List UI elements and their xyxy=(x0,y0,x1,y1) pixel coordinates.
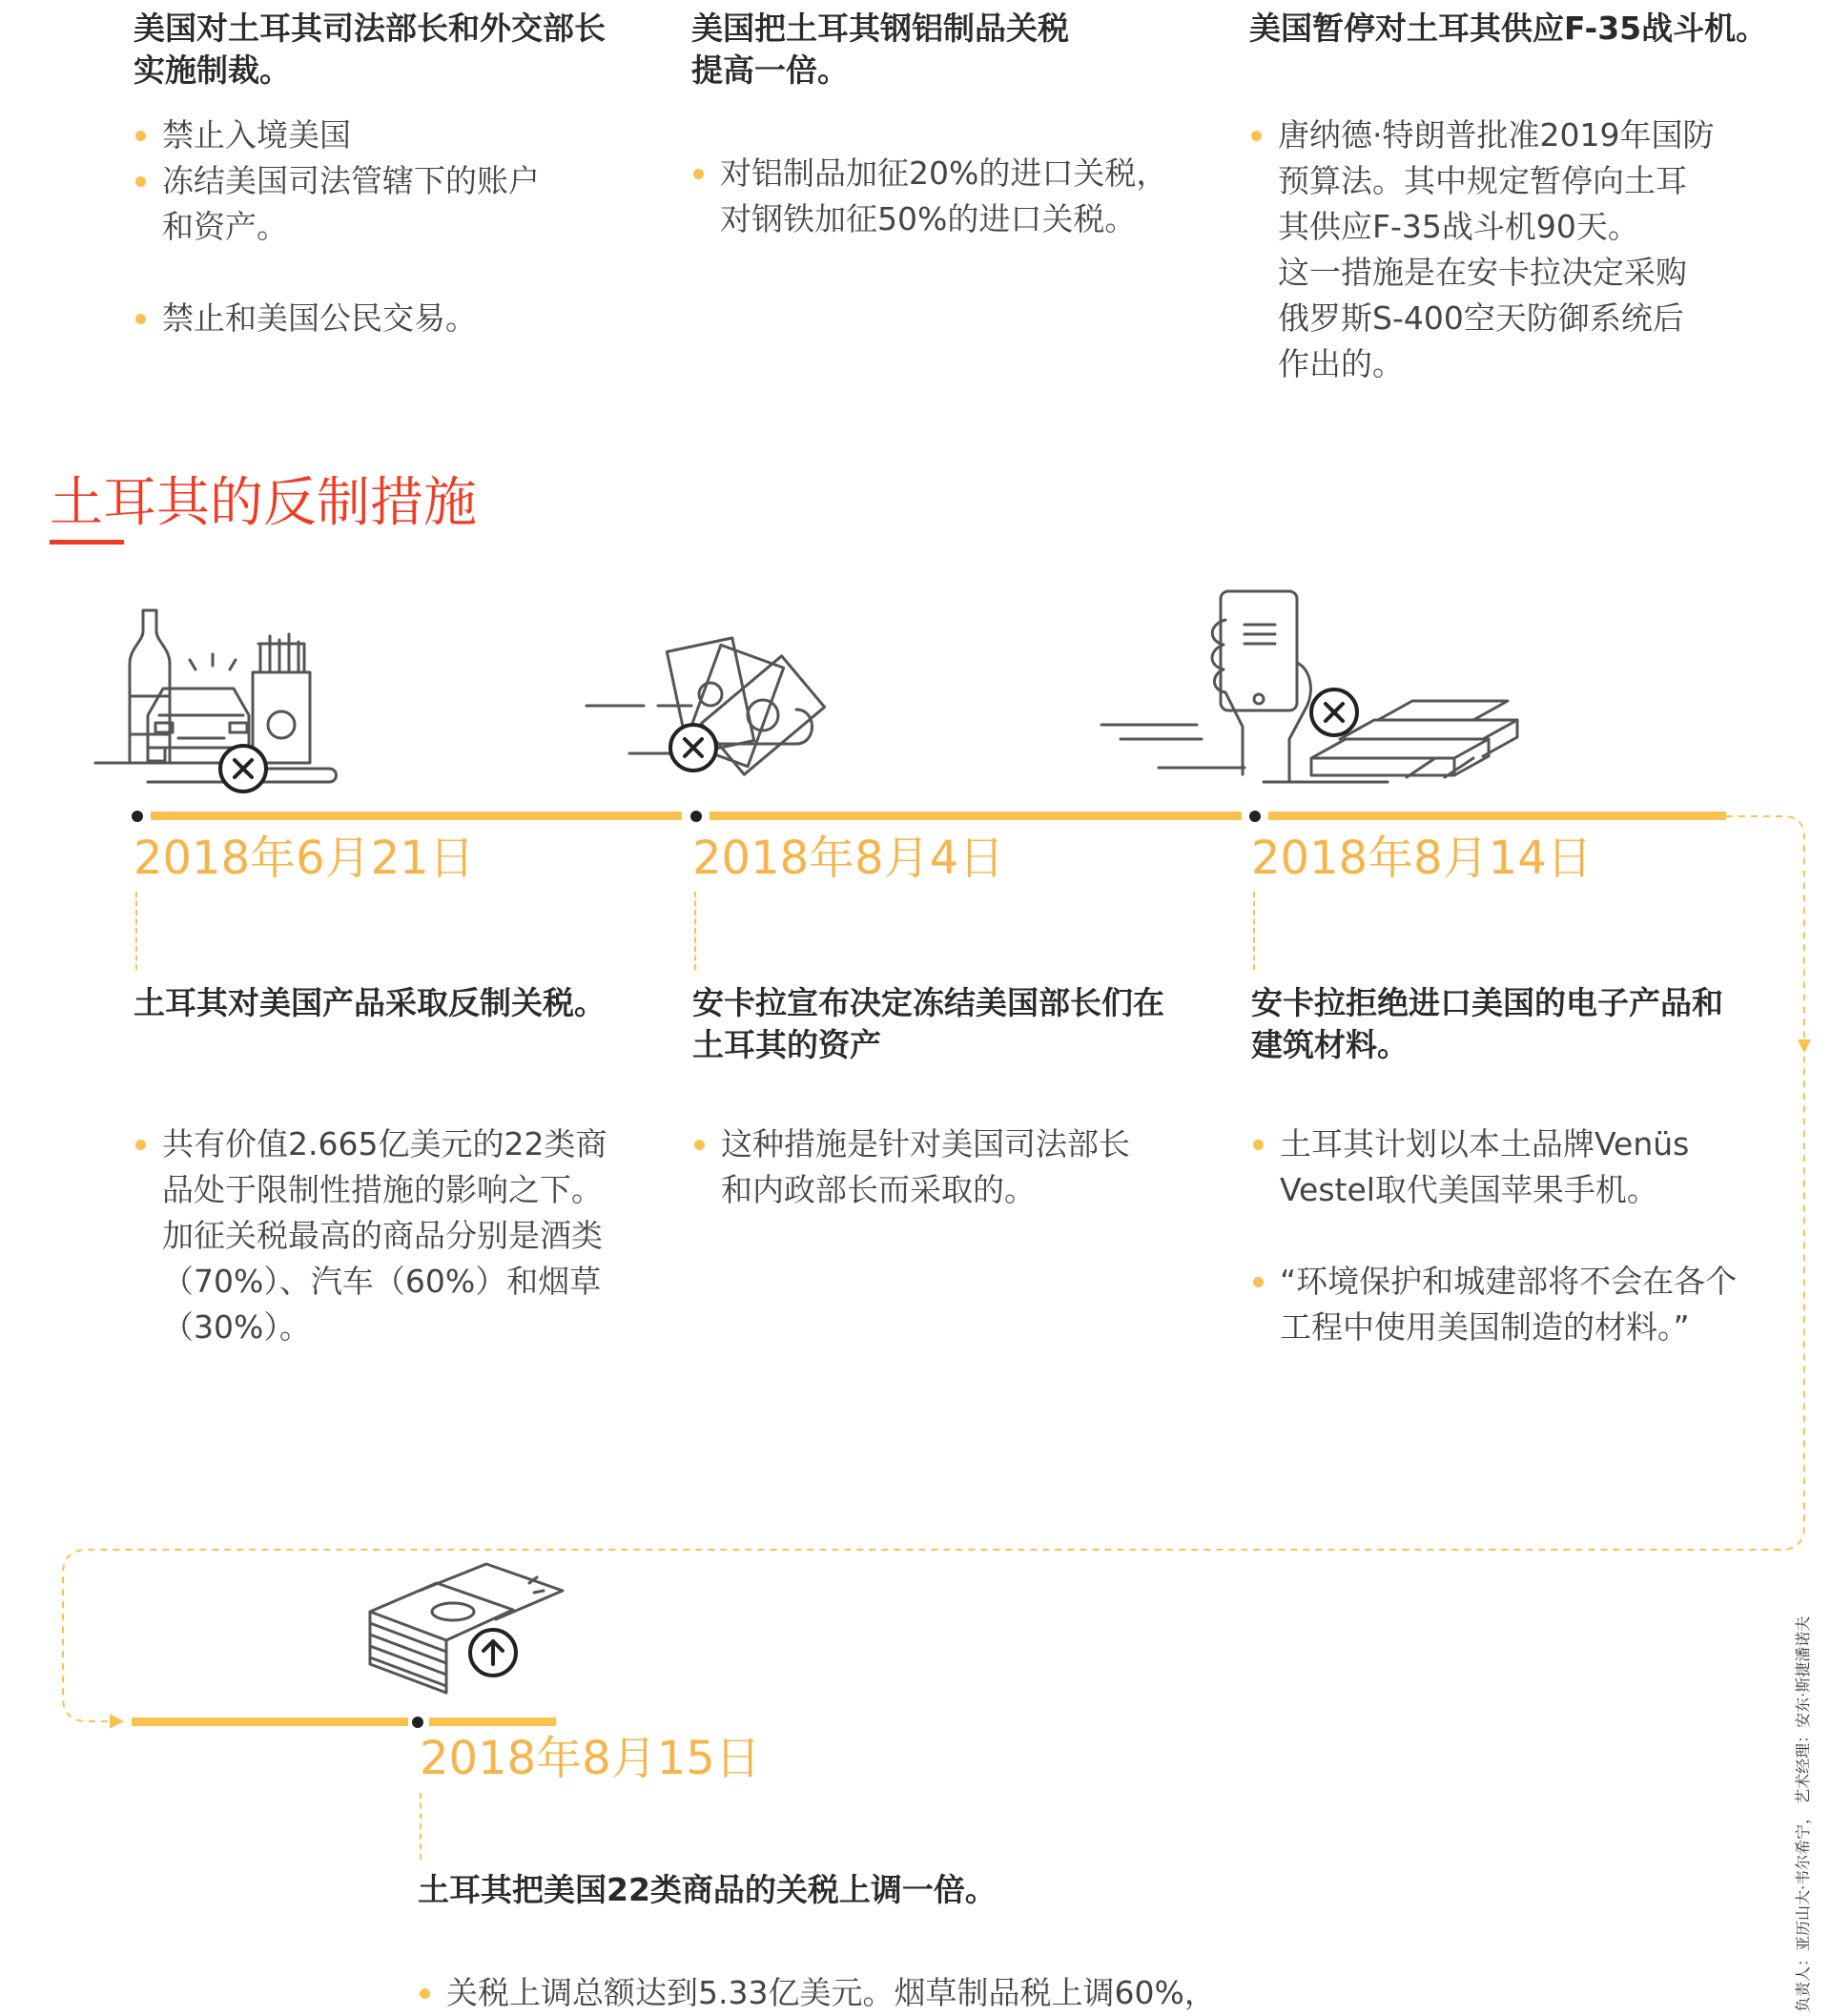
list-item: 这种措施是针对美国司法部长 和内政部长而采取的。 xyxy=(692,1121,1226,1213)
date-connector xyxy=(420,1793,422,1860)
timeline-bar xyxy=(429,1718,556,1726)
date-connector xyxy=(135,892,137,970)
list-item: 共有价值2.665亿美元的22类商 品处于限制性措施的影响之下。 加征关税最高的商品分别是酒类 （70%）、汽车（60%）和烟草 （30%）。 xyxy=(134,1121,668,1350)
timeline-dot xyxy=(412,1717,423,1728)
list-item: 禁止和美国公民交易。 xyxy=(134,296,648,341)
date-connector xyxy=(1253,892,1255,970)
event-date: 2018年6月21日 xyxy=(134,832,475,885)
bullet-list xyxy=(1251,1121,1804,1350)
bullet-list xyxy=(134,1121,668,1350)
list-item: “环境保护和城建部将不会在各个 工程中使用美国制造的材料。” xyxy=(1251,1259,1804,1350)
event-date: 2018年8月15日 xyxy=(420,1732,761,1785)
list-item: 关税上调总额达到5.33亿美元。烟草制品税上调60%， xyxy=(418,1970,1276,2016)
credit-text: 负责人：亚历山大·韦尔希宁， 艺术经理：安东·斯捷潘诺夫 xyxy=(1794,1615,1812,2012)
bullet-list xyxy=(692,1121,1226,1213)
list-item: 土耳其计划以本土品牌Venüs Vestel取代美国苹果手机。 xyxy=(1251,1121,1804,1213)
event-title: 安卡拉拒绝进口美国的电子产品和 建筑材料。 xyxy=(1251,984,1723,1063)
us-measure-title: 美国把土耳其钢铝制品关税 提高一倍。 xyxy=(691,10,1069,89)
event-title: 土耳其对美国产品采取反制关税。 xyxy=(134,984,606,1021)
timeline-bar xyxy=(132,1718,408,1726)
event-title: 安卡拉宣布决定冻结美国部长们在 土耳其的资产 xyxy=(692,984,1164,1063)
list-item: 禁止入境美国 xyxy=(134,113,648,158)
us-measure-title: 美国暂停对土耳其供应F-35战斗机。 xyxy=(1249,10,1768,47)
date-connector xyxy=(694,892,696,970)
list-item: 对铝制品加征20%的进口关税， 对钢铁加征50%的进口关税。 xyxy=(691,151,1206,242)
section-title: 土耳其的反制措施 xyxy=(50,472,477,534)
list-item: 唐纳德·特朗普批准2019年国防 预算法。其中规定暂停向土耳 其供应F-35战斗机90天。 这一措施是在安卡拉决定采购 俄罗斯S-400空天防御系统后 作出的。 xyxy=(1249,113,1802,387)
list-item: 冻结美国司法管辖下的账户 和资产。 xyxy=(134,158,648,250)
bullet-list xyxy=(418,1970,1276,2016)
us-measure-title: 美国对土耳其司法部长和外交部长 实施制裁。 xyxy=(134,10,606,89)
event-date: 2018年8月14日 xyxy=(1251,832,1593,885)
event-date: 2018年8月4日 xyxy=(692,832,1005,885)
event-title: 土耳其把美国22类商品的关税上调一倍。 xyxy=(418,1871,997,1908)
